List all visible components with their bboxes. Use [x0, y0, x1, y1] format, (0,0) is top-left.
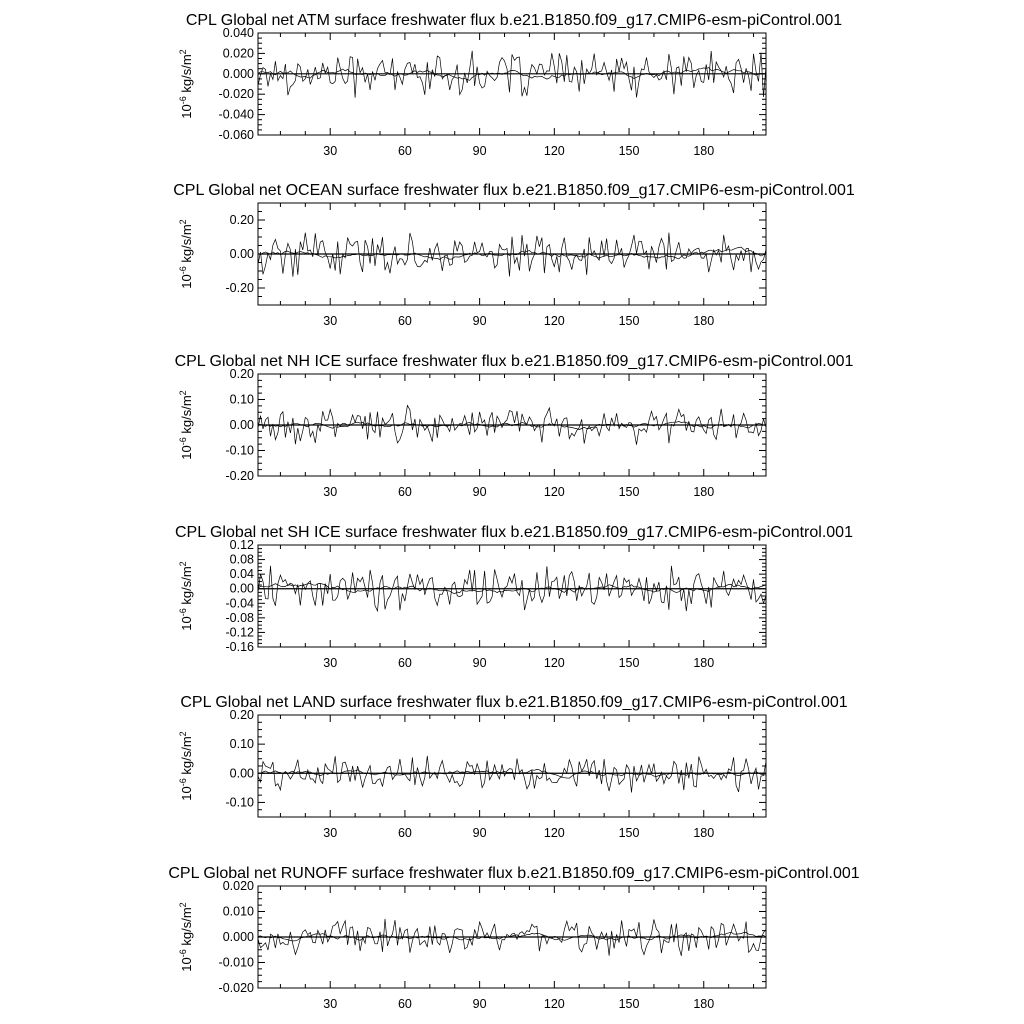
- y-tick-label: -0.12: [225, 625, 254, 640]
- x-tick-label: 150: [618, 826, 640, 840]
- x-tick-label: 150: [618, 314, 640, 328]
- x-tick-label: 90: [472, 656, 487, 670]
- x-tick-label: 60: [397, 997, 412, 1011]
- y-axis-label-part: -6: [178, 778, 188, 787]
- y-tick-label: 0.10: [229, 737, 254, 752]
- x-tick-label: 30: [323, 656, 338, 670]
- y-tick-label: 0.08: [229, 552, 254, 567]
- panel-title: CPL Global net RUNOFF surface freshwater flux b.e21.B1850.f09_g17.CMIP6-esm-piControl.001: [168, 865, 860, 882]
- y-axis-label-part: -6: [178, 608, 188, 617]
- y-axis-label-part: kg/s/m: [179, 566, 194, 609]
- y-tick-label: 0.020: [222, 879, 254, 893]
- x-tick-label: 120: [543, 656, 565, 670]
- y-tick-label: -0.20: [225, 469, 254, 483]
- x-tick-label: 90: [472, 144, 487, 158]
- y-axis-label-part: kg/s/m: [179, 224, 194, 267]
- y-tick-label: -0.08: [225, 610, 254, 625]
- x-tick-label: 30: [323, 314, 338, 328]
- y-axis-label-part: -6: [178, 949, 188, 958]
- y-axis-label-part: 10: [179, 274, 194, 289]
- y-tick-label: 0.00: [229, 581, 254, 596]
- x-tick-label: 90: [472, 485, 487, 499]
- y-tick-label: 0.010: [222, 904, 254, 919]
- y-axis-label: [178, 390, 194, 459]
- x-tick-label: 150: [618, 485, 640, 499]
- x-tick-label: 60: [397, 314, 412, 328]
- x-tick-label: 60: [397, 144, 412, 158]
- y-axis-label-part: kg/s/m: [179, 736, 194, 779]
- y-tick-label: 0.020: [222, 46, 254, 61]
- y-tick-label: -0.040: [218, 107, 254, 122]
- y-axis-label-part: kg/s/m: [179, 395, 194, 438]
- panel-5: [178, 694, 848, 840]
- x-tick-label: 150: [618, 144, 640, 158]
- y-tick-label: 0.04: [229, 567, 254, 582]
- panel-title: CPL Global net NH ICE surface freshwater flux b.e21.B1850.f09_g17.CMIP6-esm-piControl.001: [174, 353, 854, 370]
- y-axis-label-part: kg/s/m: [179, 907, 194, 950]
- x-tick-label: 120: [543, 144, 565, 158]
- y-axis-label-part: 2: [178, 49, 188, 55]
- x-tick-label: 180: [693, 314, 715, 328]
- y-tick-label: -0.020: [218, 87, 254, 102]
- y-axis-label-part: 10: [179, 104, 194, 119]
- y-tick-label: 0.20: [229, 213, 254, 227]
- panel-1: [178, 12, 842, 158]
- y-axis-label: [178, 902, 194, 971]
- x-tick-label: 30: [323, 144, 338, 158]
- panel-title: CPL Global net ATM surface freshwater flux b.e21.B1850.f09_g17.CMIP6-esm-piControl.001: [185, 12, 843, 29]
- x-tick-label: 180: [693, 997, 715, 1011]
- x-tick-label: 180: [693, 144, 715, 158]
- y-axis-label-part: 2: [178, 902, 188, 908]
- y-tick-label: 0.20: [229, 708, 254, 722]
- y-axis-label-part: -6: [178, 437, 188, 446]
- y-tick-label: -0.16: [225, 640, 254, 654]
- panel-6: [168, 865, 859, 1011]
- y-tick-label: 0.000: [222, 930, 254, 944]
- y-tick-label: 0.10: [229, 392, 254, 407]
- panel-4: [175, 524, 853, 670]
- y-tick-label: -0.20: [225, 281, 254, 295]
- x-tick-label: 30: [323, 485, 338, 499]
- x-tick-label: 90: [472, 314, 487, 328]
- y-tick-label: -0.010: [218, 955, 254, 970]
- x-tick-label: 180: [693, 485, 715, 499]
- y-axis-label-part: 2: [178, 731, 188, 737]
- y-axis-label: [178, 49, 194, 118]
- y-axis-label: [178, 731, 194, 800]
- x-tick-label: 120: [543, 314, 565, 328]
- x-tick-label: 180: [693, 656, 715, 670]
- x-tick-label: 150: [618, 656, 640, 670]
- y-tick-label: -0.060: [218, 128, 254, 142]
- y-axis-label-part: 10: [179, 957, 194, 972]
- series-line: [258, 233, 766, 277]
- y-tick-label: -0.10: [225, 795, 254, 810]
- x-tick-label: 120: [543, 997, 565, 1011]
- panel-2: [173, 182, 855, 328]
- y-tick-label: 0.00: [229, 247, 254, 261]
- x-tick-label: 150: [618, 997, 640, 1011]
- y-tick-label: 0.00: [229, 418, 254, 432]
- y-axis-label-part: -6: [178, 266, 188, 275]
- y-axis-label: [178, 219, 194, 288]
- x-tick-label: 60: [397, 826, 412, 840]
- y-axis-label: [178, 561, 194, 630]
- y-tick-label: 0.12: [229, 538, 254, 552]
- x-tick-label: 180: [693, 826, 715, 840]
- y-tick-label: -0.020: [218, 981, 254, 995]
- mean-line: [258, 247, 766, 259]
- plot-frame: [258, 715, 766, 817]
- x-tick-label: 30: [323, 997, 338, 1011]
- y-tick-label: 0.000: [222, 66, 254, 81]
- x-tick-label: 90: [472, 997, 487, 1011]
- x-tick-label: 90: [472, 826, 487, 840]
- x-tick-label: 120: [543, 826, 565, 840]
- panel-3: [175, 353, 854, 499]
- panel-title: CPL Global net LAND surface freshwater flux b.e21.B1850.f09_g17.CMIP6-esm-piControl.001: [180, 694, 848, 711]
- y-axis-label-part: 10: [179, 786, 194, 801]
- y-axis-label-part: 10: [179, 445, 194, 460]
- y-tick-label: 0.20: [229, 367, 254, 381]
- y-tick-label: -0.04: [225, 596, 254, 611]
- panel-title: CPL Global net SH ICE surface freshwater flux b.e21.B1850.f09_g17.CMIP6-esm-piControl.001: [175, 524, 853, 541]
- y-axis-label-part: 2: [178, 219, 188, 225]
- panel-title: CPL Global net OCEAN surface freshwater flux b.e21.B1850.f09_g17.CMIP6-esm-piControl.001: [173, 182, 855, 199]
- y-axis-label-part: 2: [178, 390, 188, 396]
- y-axis-label-part: 10: [179, 616, 194, 631]
- series-line: [258, 756, 766, 793]
- y-axis-label-part: -6: [178, 96, 188, 105]
- y-tick-label: 0.040: [222, 26, 254, 40]
- x-tick-label: 120: [543, 485, 565, 499]
- y-tick-label: 0.00: [229, 766, 254, 781]
- y-axis-label-part: 2: [178, 561, 188, 567]
- y-tick-label: -0.10: [225, 443, 254, 458]
- x-tick-label: 60: [397, 656, 412, 670]
- y-axis-label-part: kg/s/m: [179, 54, 194, 97]
- plot-frame: [258, 33, 766, 135]
- x-tick-label: 30: [323, 826, 338, 840]
- x-tick-label: 60: [397, 485, 412, 499]
